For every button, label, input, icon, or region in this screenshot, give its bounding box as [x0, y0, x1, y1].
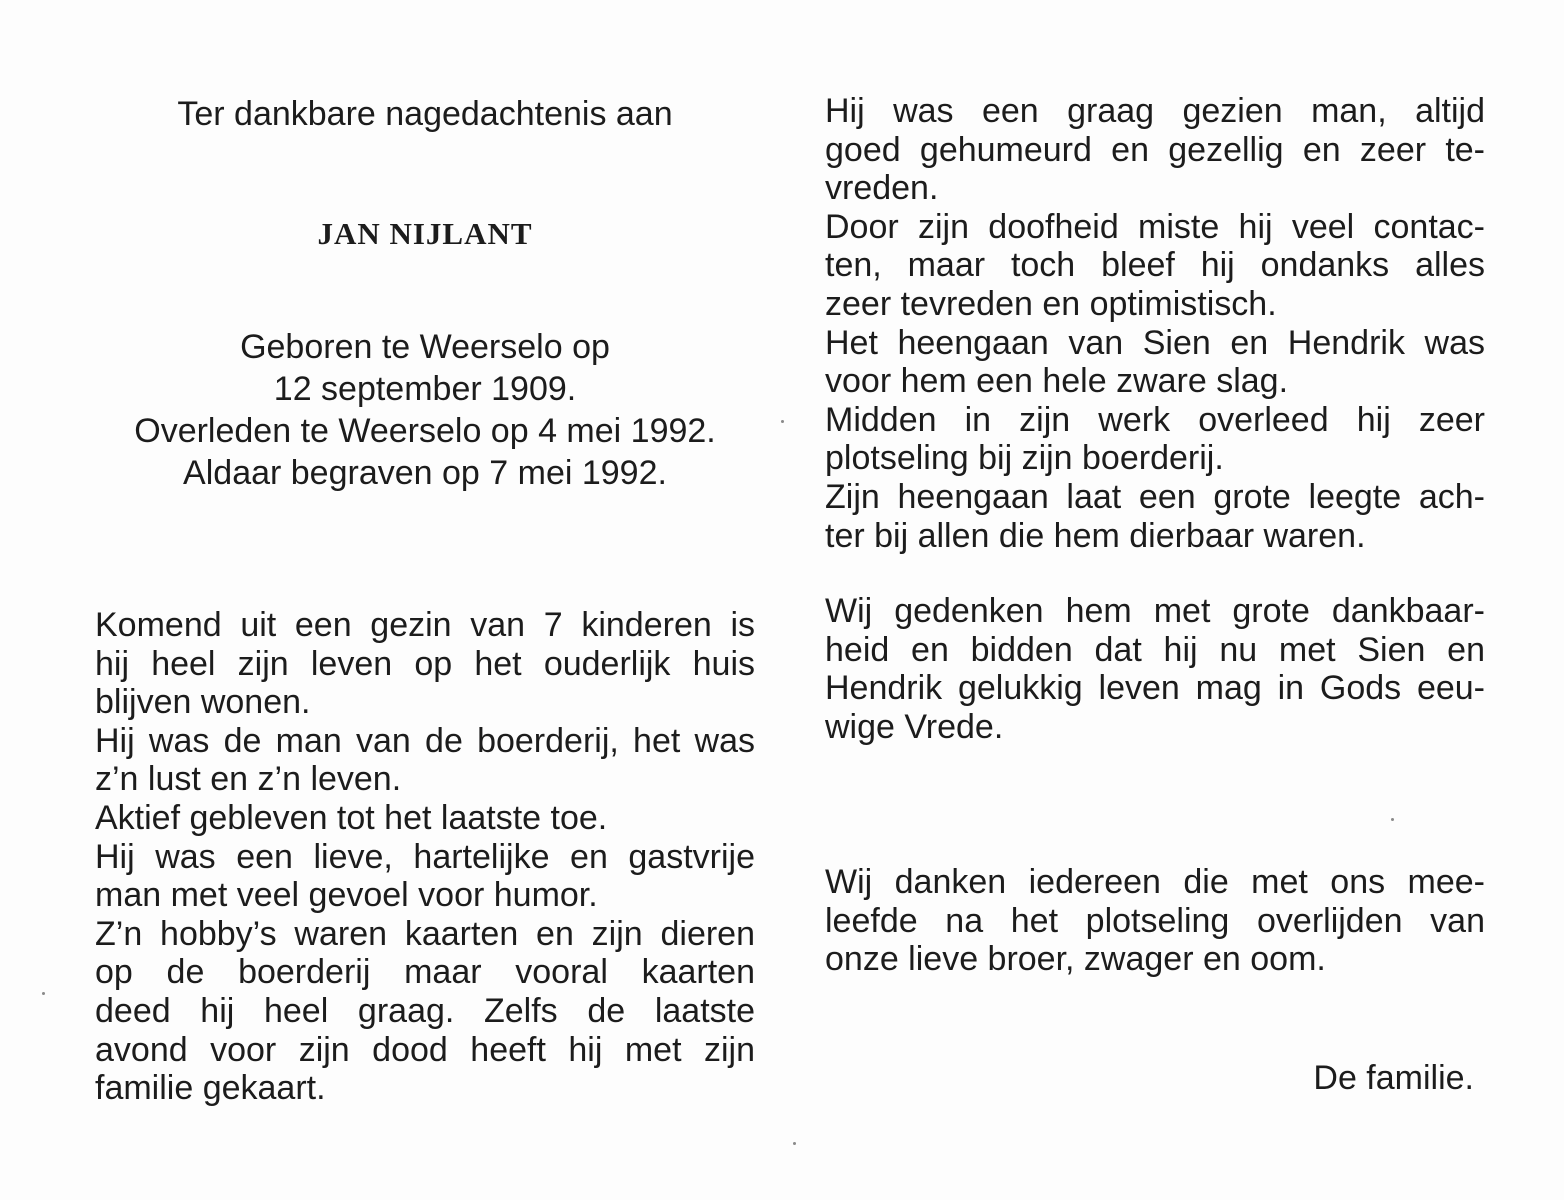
birth-place-line: Geboren te Weerselo op: [240, 328, 610, 366]
bio-line: deed hij heel graag. Zelfs de laatste: [95, 991, 755, 1030]
prayer-line: Wij gedenken hem met grote dankbaar-: [825, 592, 1485, 630]
bio-line: hij heel zijn leven op het ouderlijk huis: [95, 644, 755, 683]
prayer-line: heid en bidden dat hij nu met Sien en: [825, 630, 1485, 669]
character-line: ter bij allen die hem dierbaar waren.: [825, 516, 1366, 555]
character-line: vreden.: [825, 169, 939, 208]
deceased-name: JAN NIJLANT: [317, 216, 533, 251]
bio-line: z’n lust en z’n leven.: [95, 760, 402, 799]
character-line: plotseling bij zijn boerderij.: [825, 439, 1224, 478]
scan-speck: [42, 992, 45, 995]
birth-date-line: 12 september 1909.: [273, 370, 577, 408]
family-signoff: De familie.: [1313, 1059, 1474, 1097]
scan-speck: [793, 1142, 796, 1145]
bio-line: op de boerderij maar vooral kaarten: [95, 953, 755, 992]
bio-line: blijven wonen.: [95, 683, 311, 722]
dates-block: [95, 326, 755, 494]
bio-line: Aktief gebleven tot het laatste toe.: [95, 798, 608, 837]
thanks-line: onze lieve broer, zwager en oom.: [825, 940, 1326, 979]
bio-line: Hij was de man van de boerderij, het was: [95, 721, 755, 760]
character-line: voor hem een hele zware slag.: [825, 362, 1289, 401]
intro-line: Ter dankbare nagedachtenis aan: [177, 95, 673, 133]
prayer-line: wige Vrede.: [825, 707, 1004, 746]
thanks-line: leefde na het plotseling overlijden van: [825, 901, 1485, 940]
bio-line: familie gekaart.: [95, 1069, 326, 1108]
thanks-paragraph: [825, 863, 1485, 979]
biography-paragraph: [95, 606, 755, 1108]
thanks-line: Wij danken iedereen die met ons mee-: [825, 863, 1485, 901]
character-line: Hij was een graag gezien man, altijd: [825, 92, 1485, 130]
scan-speck: [1391, 818, 1394, 821]
scan-speck: [781, 420, 784, 423]
bio-line: avond voor zijn dood heeft hij met zijn: [95, 1030, 755, 1069]
bio-line: Hij was een lieve, hartelijke en gastvrije: [95, 837, 755, 876]
prayer-paragraph: [825, 592, 1485, 746]
character-line: ten, maar toch bleef hij ondanks alles: [825, 246, 1485, 285]
prayer-line: Hendrik gelukkig leven mag in Gods eeu-: [825, 669, 1485, 708]
character-line: Het heengaan van Sien en Hendrik was: [825, 323, 1485, 362]
header-block: [95, 92, 755, 494]
character-line: Midden in zijn werk overleed hij zeer: [825, 400, 1485, 439]
character-line: Zijn heengaan laat een grote leegte ach-: [825, 477, 1485, 516]
character-paragraph: [825, 92, 1485, 555]
character-line: Door zijn doofheid miste hij veel contac-: [825, 207, 1485, 246]
bio-line: man met veel gevoel voor humor.: [95, 876, 598, 915]
bio-line: Komend uit een gezin van 7 kinderen is: [95, 606, 755, 644]
character-line: zeer tevreden en optimistisch.: [825, 284, 1277, 323]
character-line: goed gehumeurd en gezellig en zeer te-: [825, 130, 1485, 169]
bio-line: Z’n hobby’s waren kaarten en zijn dieren: [95, 914, 755, 953]
death-line: Overleden te Weerselo op 4 mei 1992.: [134, 412, 716, 450]
burial-line: Aldaar begraven op 7 mei 1992.: [183, 454, 667, 492]
